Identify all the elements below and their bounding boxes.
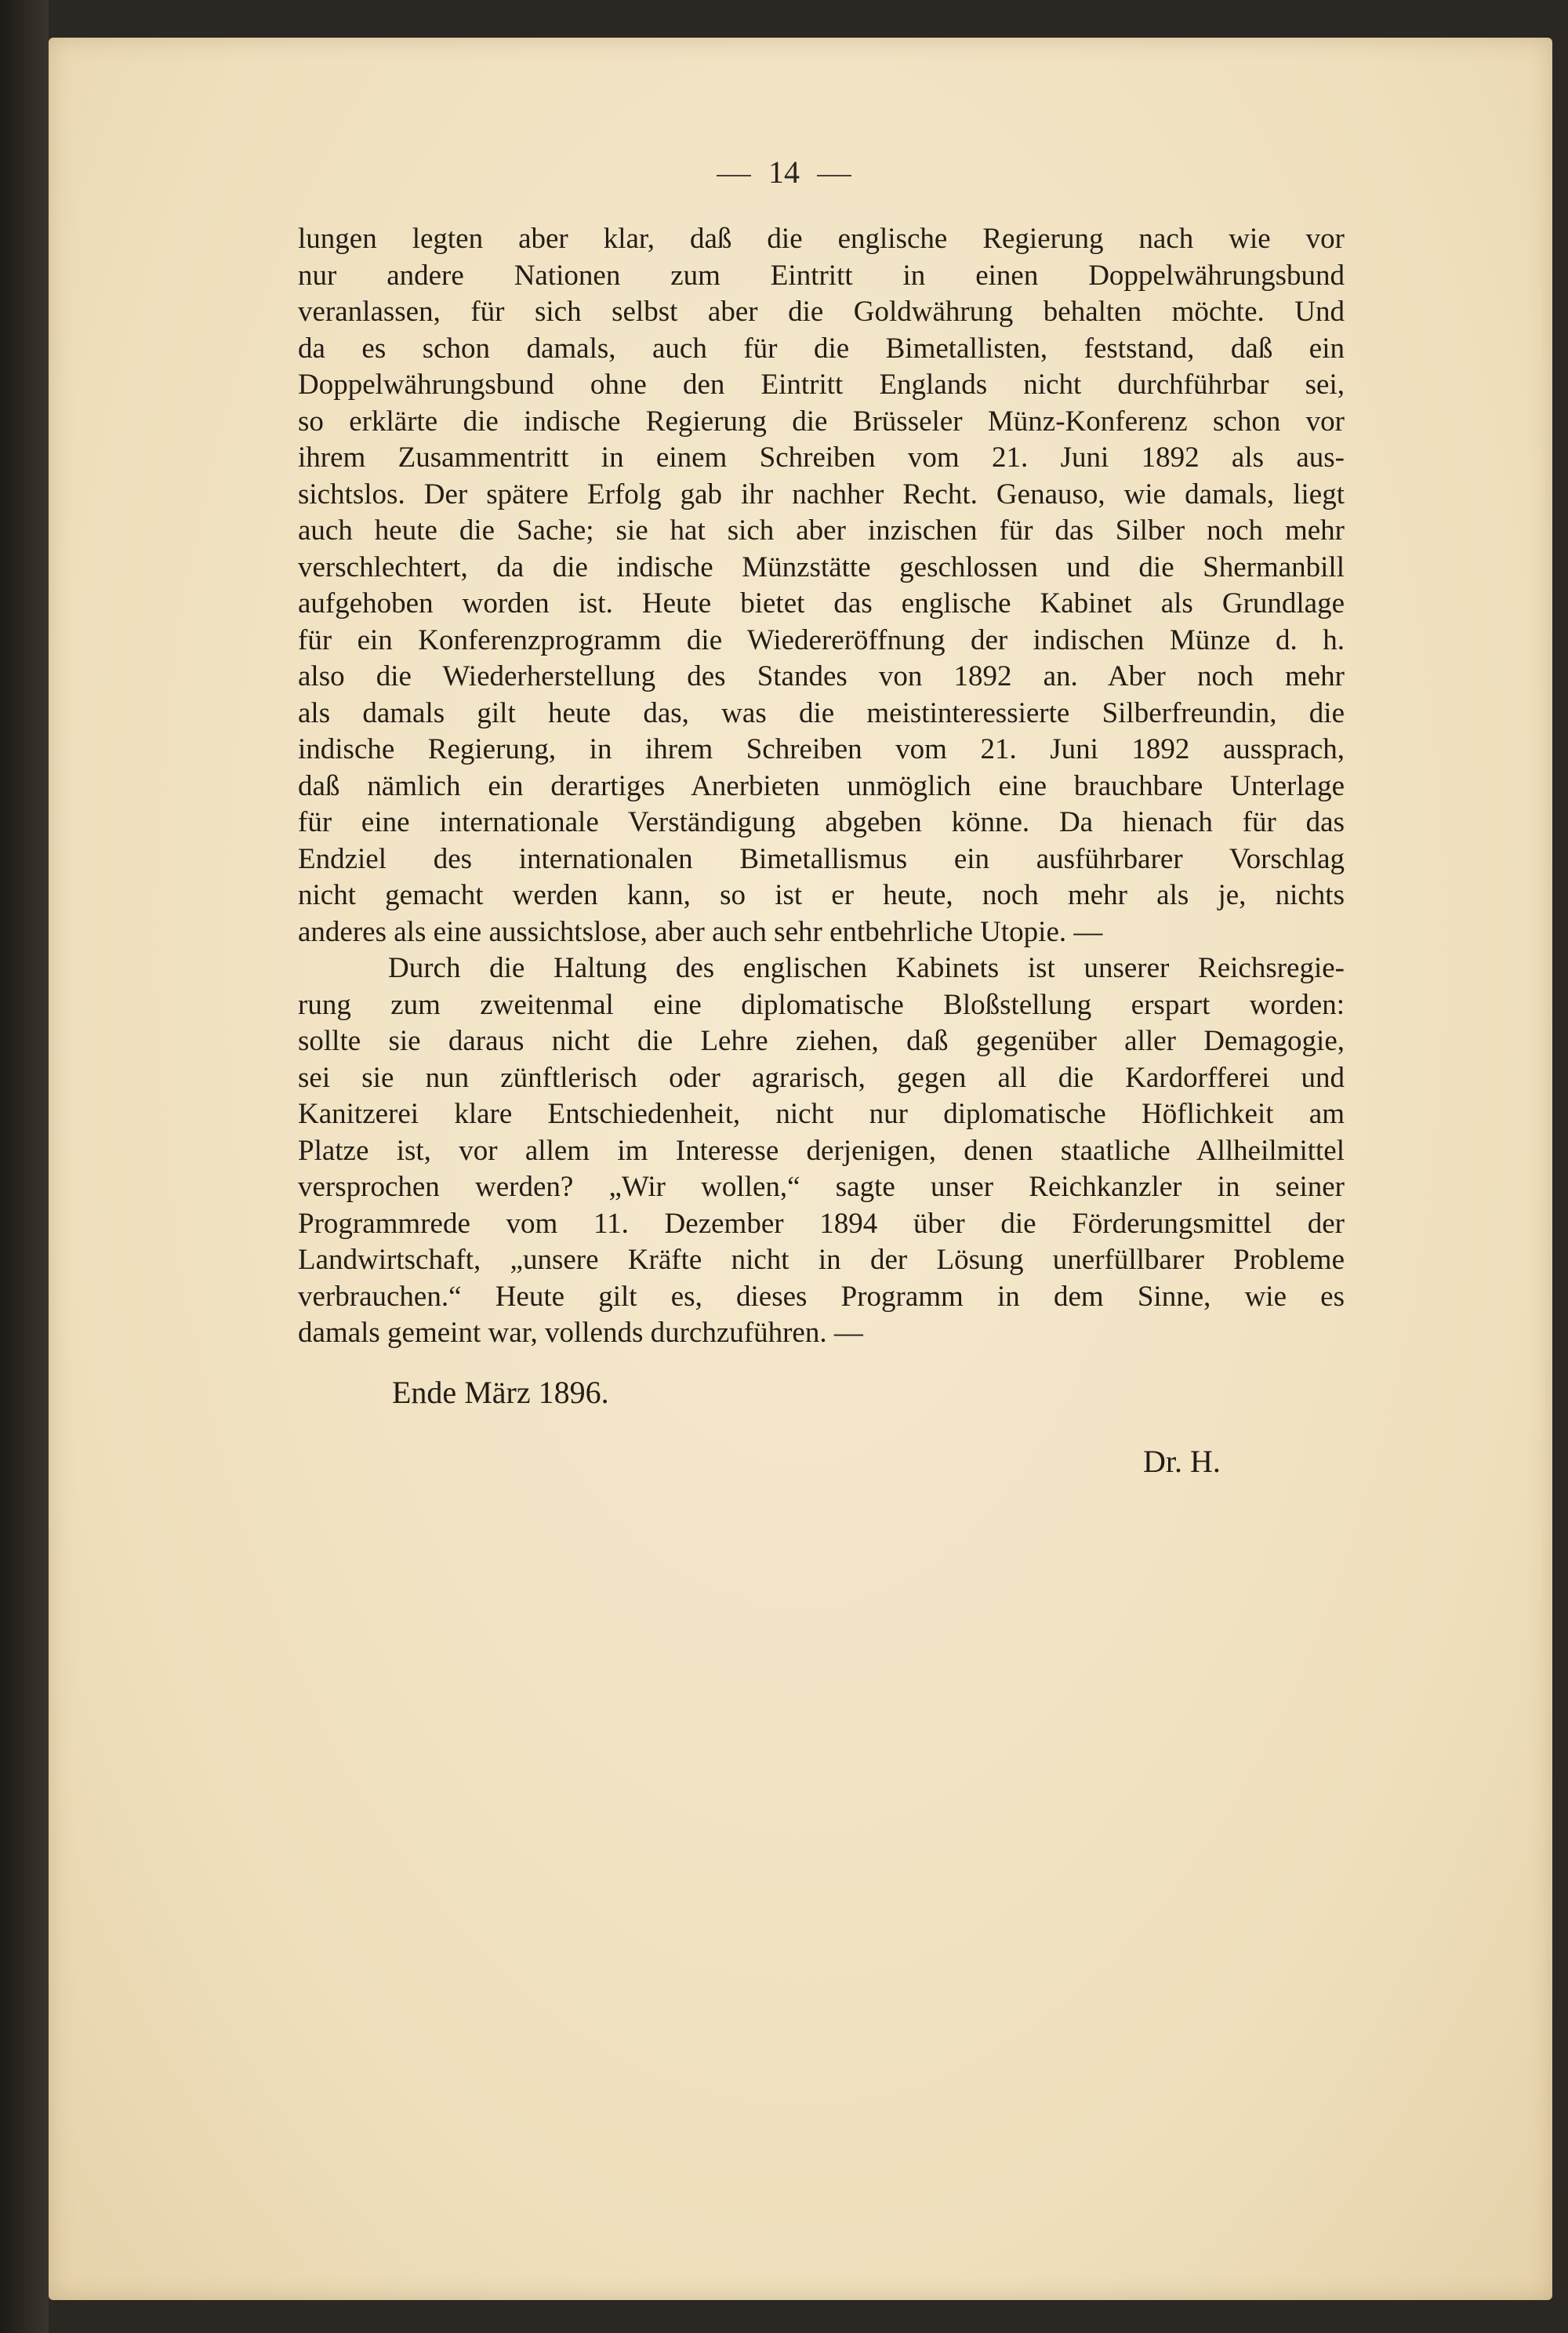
dateline: Ende März 1896. <box>392 1375 609 1410</box>
text-line: veranlassen, für sich selbst aber die Goldwährung behalten möchte. Und <box>298 296 1345 328</box>
text-line: Kanitzerei klare Entschiedenheit, nicht nur diplomatische Höflichkeit am <box>298 1098 1345 1130</box>
dash-right <box>817 175 851 176</box>
scan-edge <box>0 0 49 2333</box>
page-number <box>0 154 1568 191</box>
signature: Dr. H. <box>1143 1444 1221 1479</box>
text-line: indische Regierung, in ihrem Schreiben vom 21. Juni 1892 aussprach, <box>298 733 1345 765</box>
text-line: Platze ist, vor allem im Interesse derjenigen, denen staatliche Allheilmittel <box>298 1134 1345 1167</box>
text-line: da es schon damals, auch für die Bimetallisten, feststand, daß ein <box>298 332 1345 365</box>
text-line: aufgehoben worden ist. Heute bietet das englische Kabinet als Grundlage <box>298 587 1345 620</box>
text-line: verschlechtert, da die indische Münzstätte geschlossen und die Shermanbill <box>298 551 1345 583</box>
text-line: nur andere Nationen zum Eintritt in einen Doppelwährungsbund <box>298 259 1345 292</box>
text-line: daß nämlich ein derartiges Anerbieten unmöglich eine brauchbare Unterlage <box>298 769 1345 802</box>
text-line: Doppelwährungsbund ohne den Eintritt Englands nicht durchführbar sei, <box>298 369 1345 401</box>
text-line: anderes als eine aussichtslose, aber auch sehr entbehrliche Utopie. — <box>298 915 1103 948</box>
page-number-text: 14 <box>768 154 800 190</box>
text-line: Endziel des internationalen Bimetallismus ein ausführbarer Vorschlag <box>298 842 1345 875</box>
text-line: sei sie nun zünftlerisch oder agrarisch, gegen all die Kardorfferei und <box>298 1061 1345 1094</box>
text-line: versprochen werden? „Wir wollen,“ sagte unser Reichkanzler in seiner <box>298 1171 1345 1203</box>
text-line: verbrauchen.“ Heute gilt es, dieses Programm in dem Sinne, wie es <box>298 1280 1345 1313</box>
text-line: rung zum zweitenmal eine diplomatische Bloßstellung erspart worden: <box>298 988 1345 1021</box>
text-line: sollte sie daraus nicht die Lehre ziehen, daß gegenüber aller Demagogie, <box>298 1025 1345 1057</box>
text-line: damals gemeint war, vollends durchzuführen. — <box>298 1317 863 1349</box>
text-line: ihrem Zusammentritt in einem Schreiben vom 21. Juni 1892 als aus- <box>298 442 1345 474</box>
text-line: Durch die Haltung des englischen Kabinets ist unserer Reichsregie- <box>388 952 1345 984</box>
text-line: Landwirtschaft, „unsere Kräfte nicht in der Lösung unerfüllbarer Probleme <box>298 1244 1345 1276</box>
text-line: also die Wiederherstellung des Standes von 1892 an. Aber noch mehr <box>298 660 1345 692</box>
text-line: für ein Konferenzprogramm die Wiedereröffnung der indischen Münze d. h. <box>298 623 1345 656</box>
body-text <box>298 221 1345 1352</box>
text-line: nicht gemacht werden kann, so ist er heute, noch mehr als je, nichts <box>298 879 1345 911</box>
text-line: sichtslos. Der spätere Erfolg gab ihr nachher Recht. Genauso, wie damals, liegt <box>298 478 1345 511</box>
text-line: lungen legten aber klar, daß die englische Regierung nach wie vor <box>298 223 1345 255</box>
text-line: so erklärte die indische Regierung die Brüsseler Münz-Konferenz schon vor <box>298 405 1345 438</box>
text-line: auch heute die Sache; sie hat sich aber inzischen für das Silber noch mehr <box>298 514 1345 547</box>
dash-left <box>717 175 751 176</box>
text-line: als damals gilt heute das, was die meistinteressierte Silberfreundin, die <box>298 696 1345 729</box>
text-line: Programmrede vom 11. Dezember 1894 über die Förderungsmittel der <box>298 1207 1345 1240</box>
text-line: für eine internationale Verständigung abgeben könne. Da hienach für das <box>298 806 1345 838</box>
